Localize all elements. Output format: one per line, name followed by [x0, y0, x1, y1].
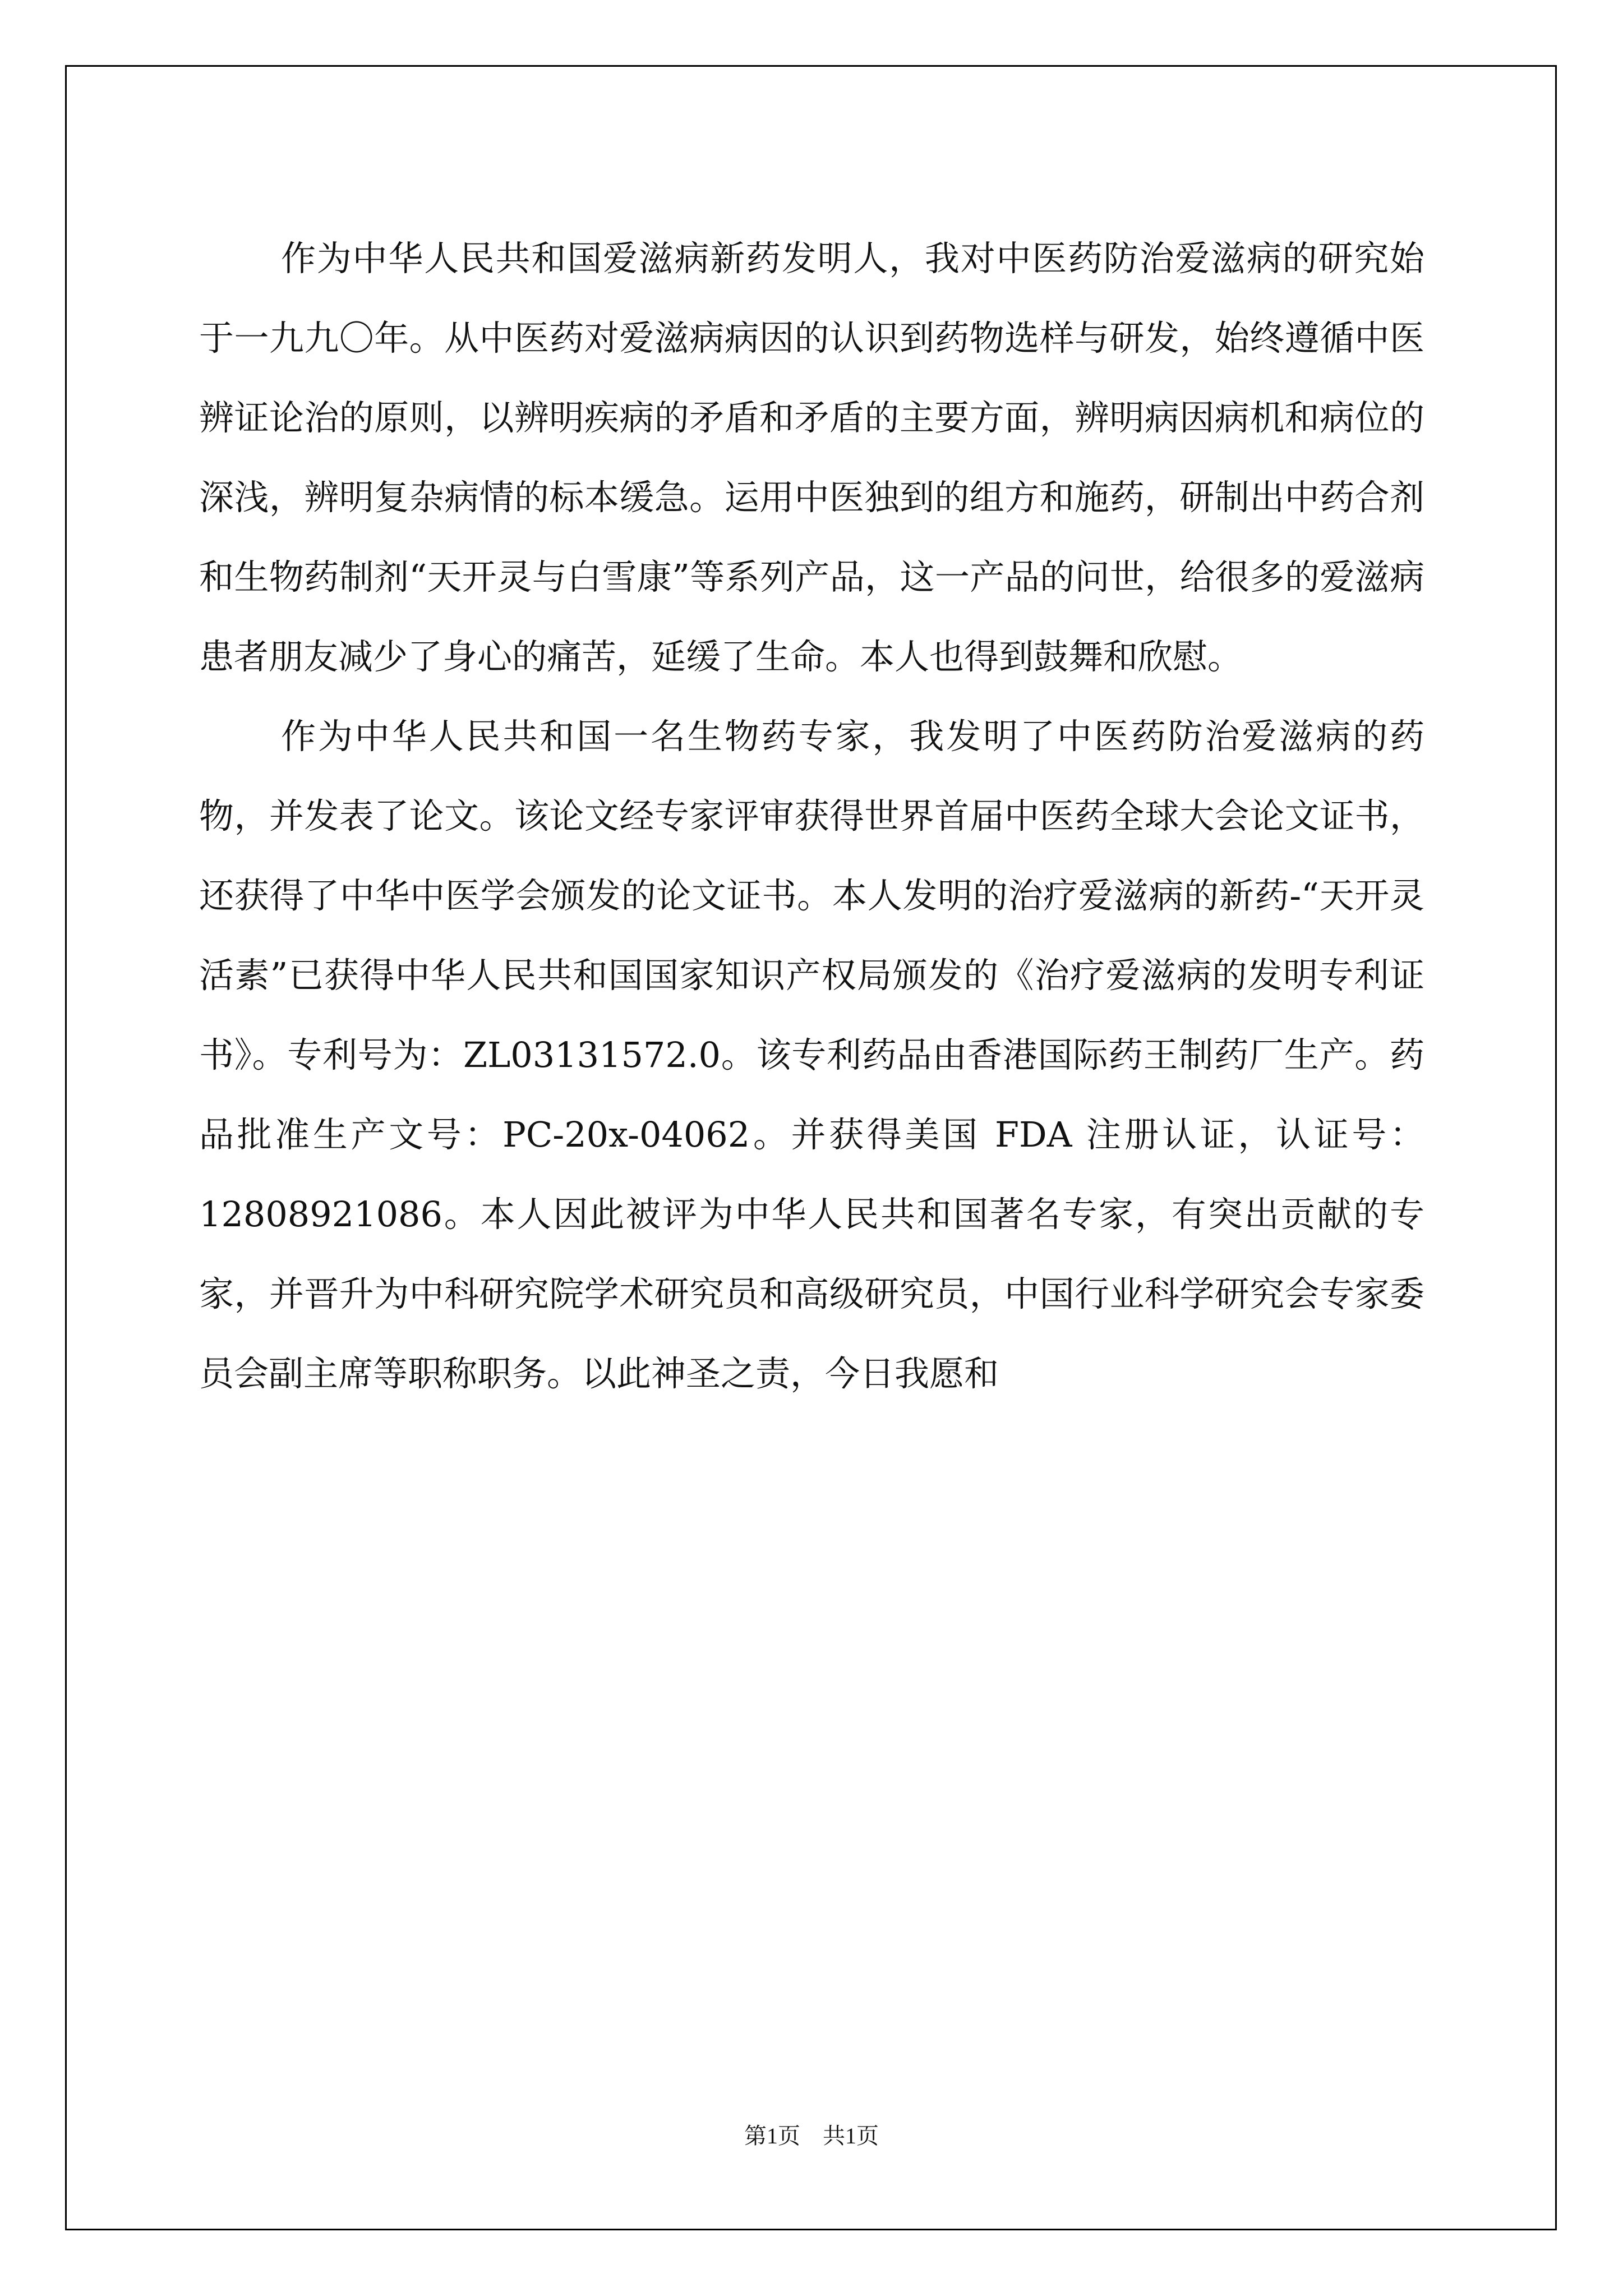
page-number-footer: 第1页 共1页 [744, 2123, 879, 2148]
paragraph-2: 作为中华人民共和国一名生物药专家，我发明了中医药防治爱滋病的药物，并发表了论文。该论文经专家评审获得世界首届中医药全球大会论文证书，还获得了中华中医学会颁发的论文证书。本人发明的治疗爱滋病的新药-“天开灵活素”已获得中华人民共和国国家知识产权局颁发的《治疗爱滋病的发明专利证书》。专利号为：ZL03131572.0。该专利药品由香港国际药王制药厂生产。药品批准生产文号：PC-20x-04062。并获得美国 FDA 注册认证，认证号：12808921086。本人因此被评为中华人民共和国著名专家，有突出贡献的专家，并晋升为中科研究院学术研究员和高级研究员，中国行业科学研究会专家委员会副主席等职称职务。以此神圣之责，今日我愿和 [199, 716, 1424, 1394]
paragraph-1: 作为中华人民共和国爱滋病新药发明人，我对中医药防治爱滋病的研究始于一九九〇年。从中医药对爱滋病病因的认识到药物选样与研发，始终遵循中医辨证论治的原则，以辨明疾病的矛盾和矛盾的主要方面，辨明病因病机和病位的深浅，辨明复杂病情的标本缓急。运用中医独到的组方和施药，研制出中药合剂和生物药制剂“天开灵与白雪康”等系列产品，这一产品的问世，给很多的爱滋病患者朋友减少了身心的痛苦，延缓了生命。本人也得到鼓舞和欣慰。 [199, 238, 1424, 677]
document-body [199, 219, 1424, 1414]
